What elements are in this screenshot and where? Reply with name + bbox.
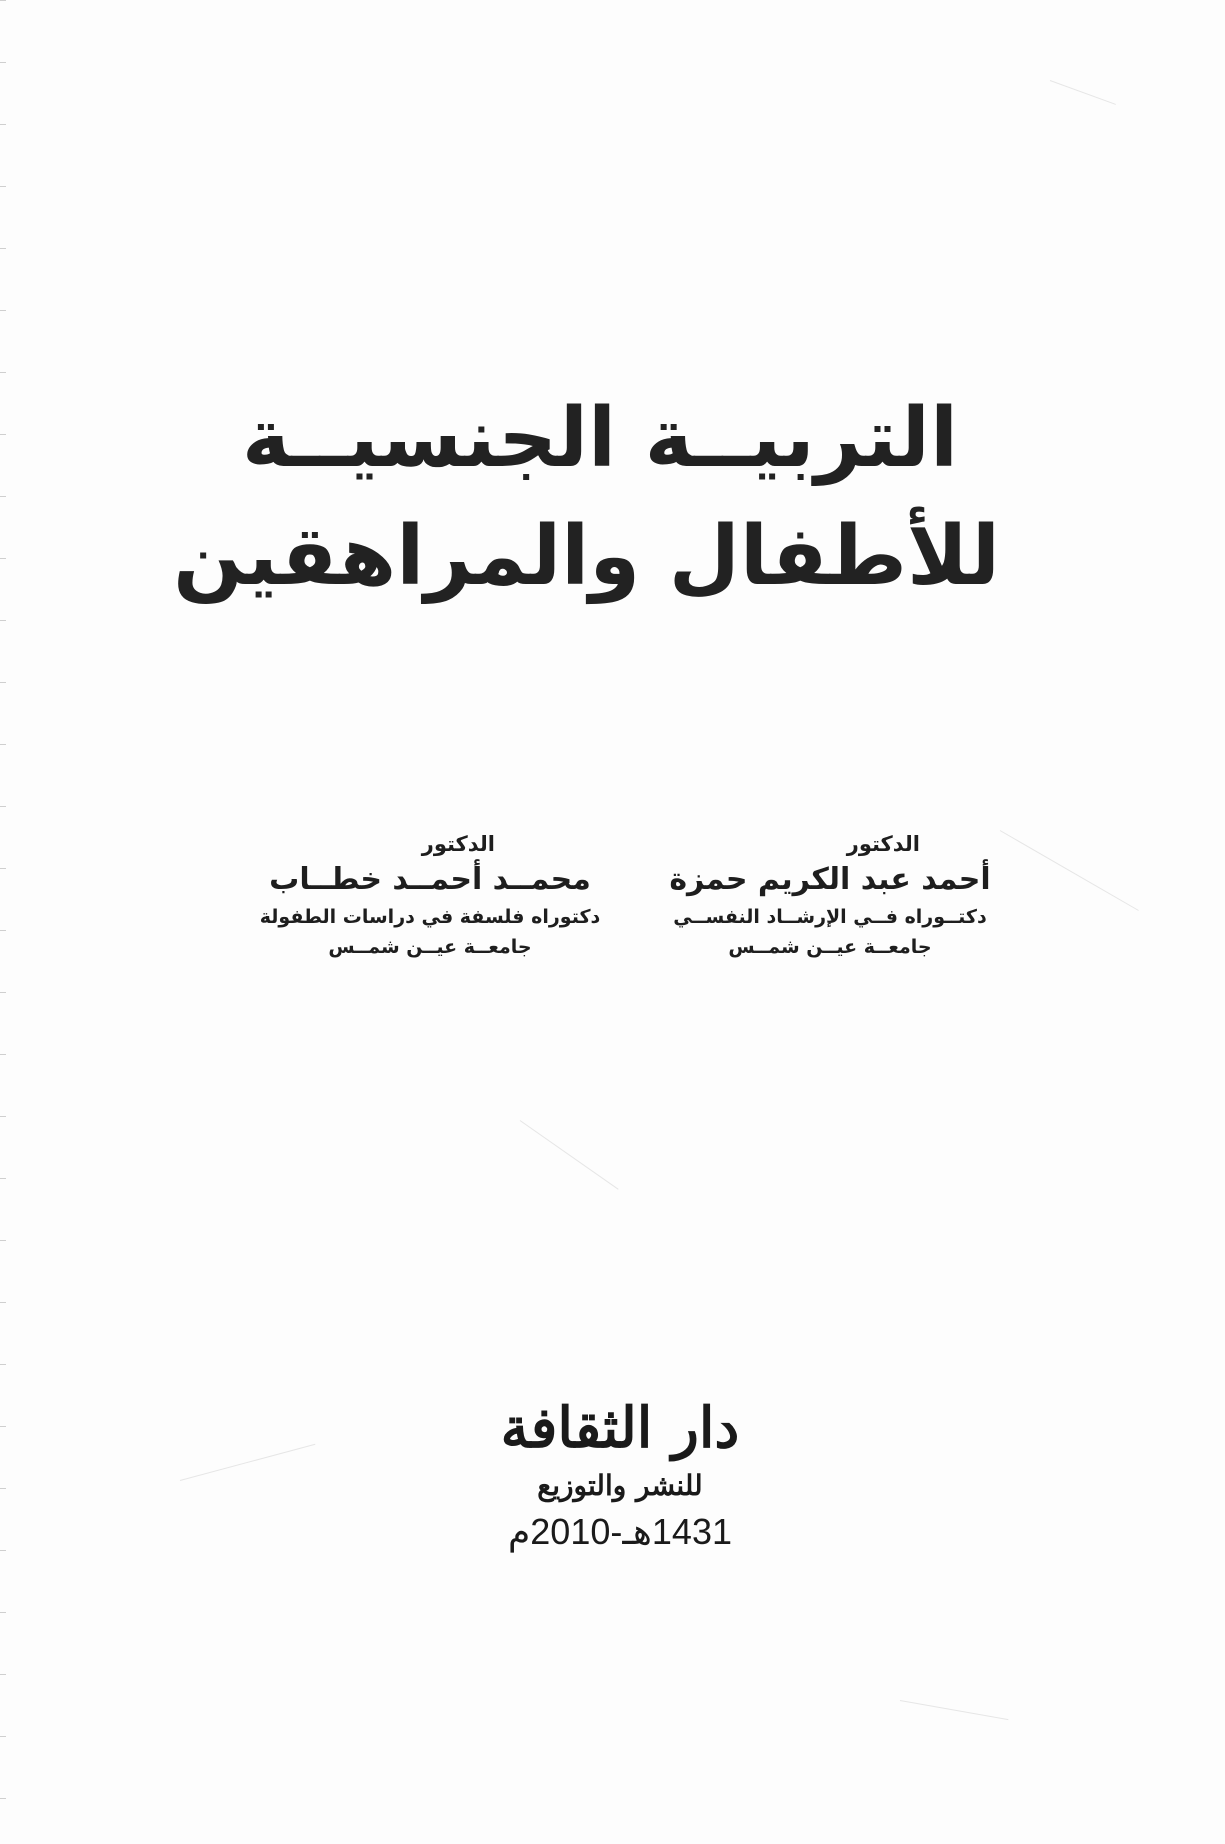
author-second-honorific: الدكتور [421,832,495,856]
author-second-university: جامعــة عيــن شمــس [328,936,532,958]
author-first-university: جامعــة عيــن شمــس [728,936,932,958]
author-second [240,830,620,962]
publisher-name: دار الثقافة [500,1395,740,1461]
author-first-degree: دكتــوراه فــي الإرشــاد النفســي [673,906,987,928]
paper-scuff [900,1700,1009,1720]
paper-scuff [520,1120,619,1190]
publisher-subtitle: للنشر والتوزيع [537,1469,703,1502]
author-first-honorific: الدكتور [846,832,920,856]
author-first-name: أحمد عبد الكريم حمزة [669,862,991,897]
scan-edge-marks [0,0,6,1844]
book-title-line-2: للأطفال والمراهقين [173,509,1000,604]
paper-scuff [1050,80,1116,105]
book-title-line-1: التربيــة الجنسيــة [241,391,959,486]
paper-scuff [180,1444,315,1481]
author-second-degree: دكتوراه فلسفة في دراسات الطفولة [259,906,601,928]
publisher-block [470,1390,770,1558]
author-second-name: محمــد أحمــد خطــاب [269,862,591,897]
publication-date: 1431هـ-2010م [507,1511,732,1552]
book-title [173,380,1000,616]
paper-scuff [1000,830,1139,911]
author-first [650,830,1010,962]
